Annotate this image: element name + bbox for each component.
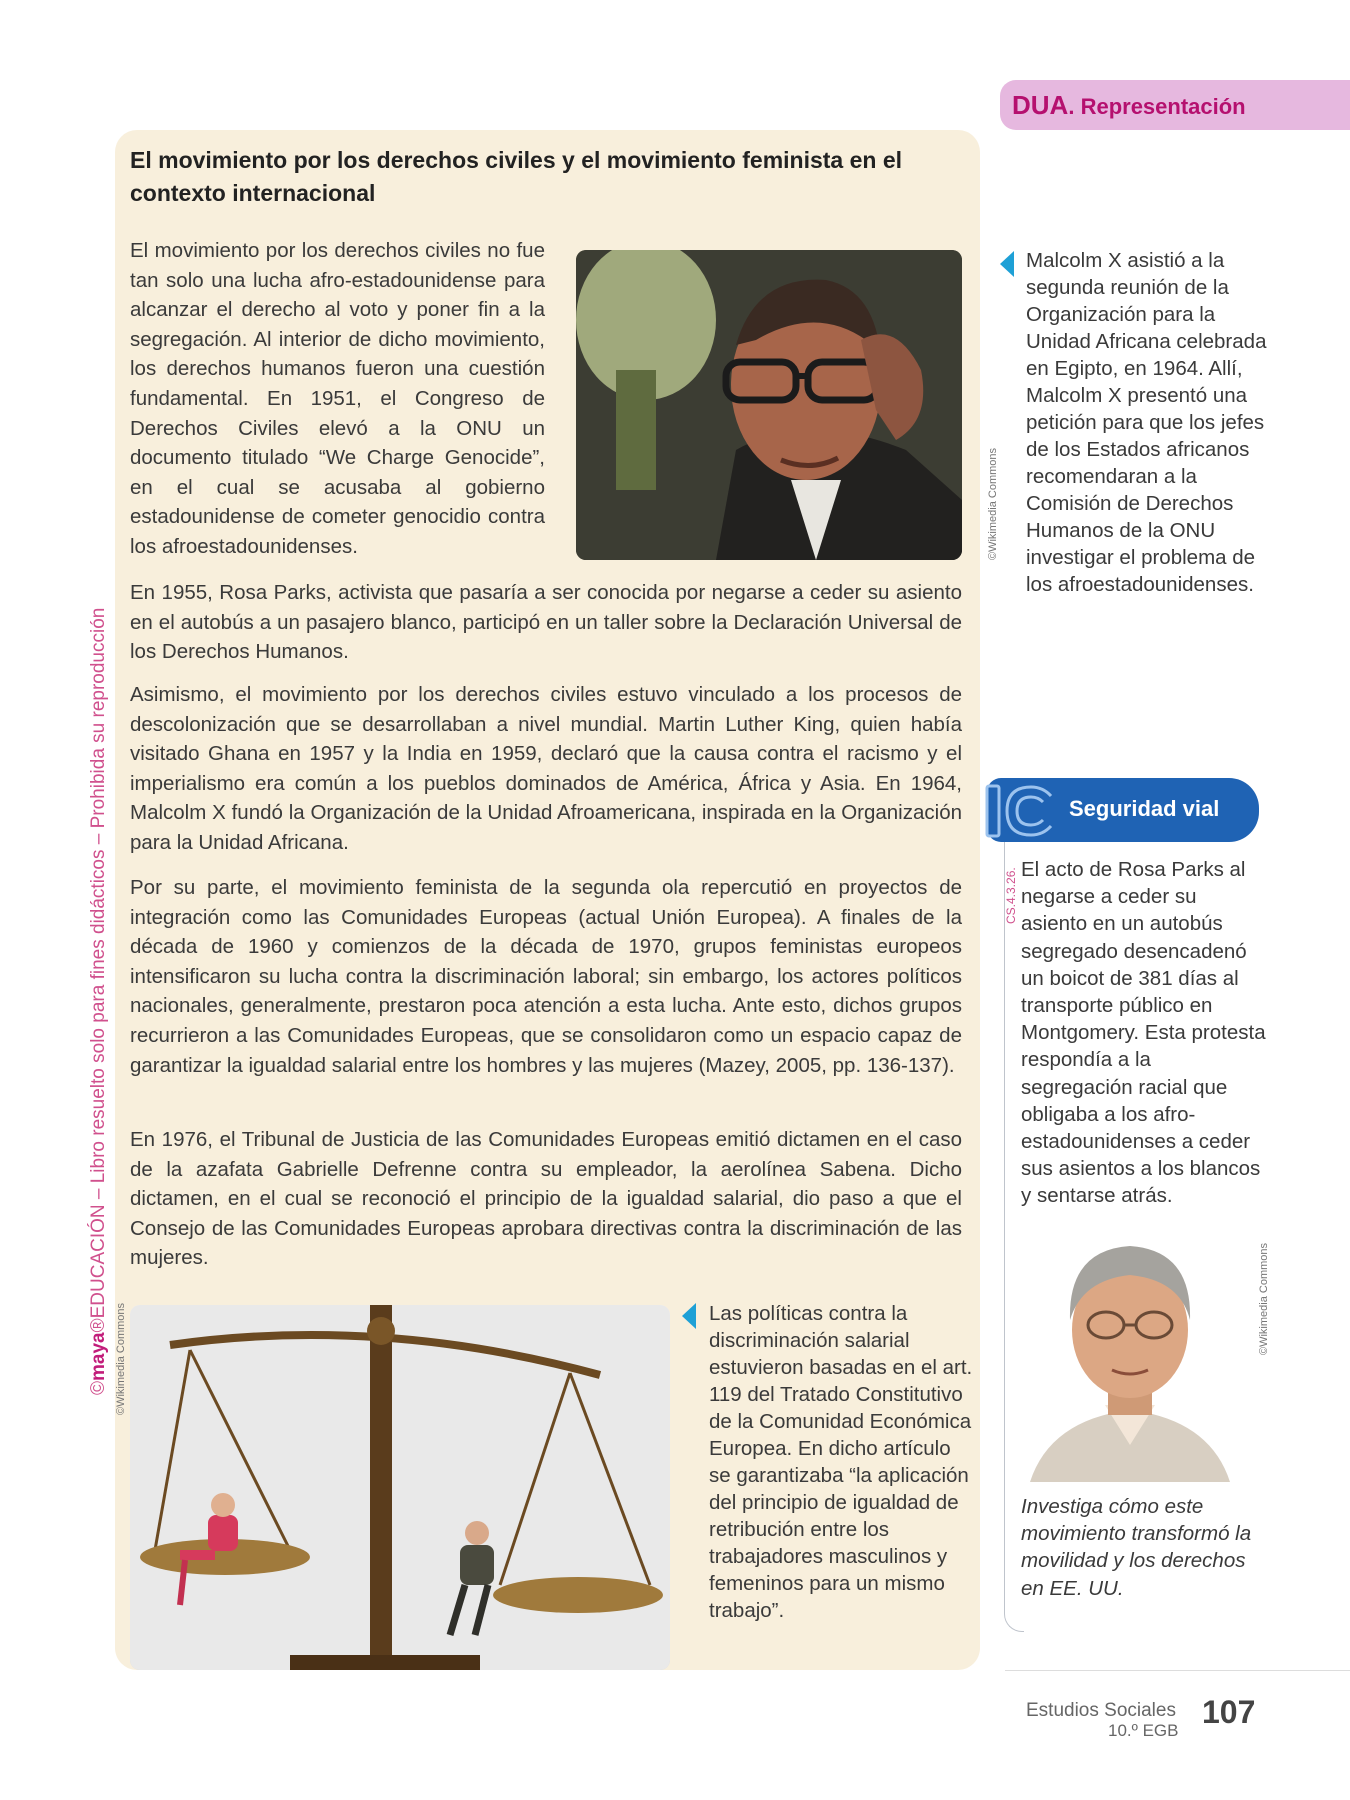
rosa-parks-portrait [1010, 1220, 1250, 1482]
svg-text:IC: IC [985, 784, 986, 785]
scales-caption: Las políticas contra la discriminación salarial estuvieron basadas en el art. 119 del Tratado Constitutivo de la Comunidad Económica Europea. En dicho artículo se garantizaba “la aplicación del principio de igualdad de retribución entre los trabajadores masculinos y femeninos para un mismo trabajo”. [709, 1302, 973, 1622]
photo-credit-rosa-parks: ©Wikimedia Commons [1258, 1242, 1270, 1355]
curriculum-code: CS.4.3.26. [1004, 867, 1018, 924]
paragraph-4: Por su parte, el movimiento feminista de la segunda ola repercutió en proyectos de integración como las Comunidades Europeas (actual Unión Europea). A finales de la década de 1960 y comienzos de la década de 1970, grupos feministas europeos intensificaron su lucha contra la discriminación laboral; sin embargo, los actores políticos nacionales, generalmente, prestaron poca atención a esta lucha. Ante esto, dichos grupos recurrieron a las Comunidades Europeas, que se consolidaron como un espacio capaz de garantizar la igualdad salarial entre los hombres y las mujeres (Mazey, 2005, pp. 136-137). [130, 876, 962, 1077]
malcolm-caption: Malcolm X asistió a la segunda reunión de la Organización para la Unidad Africana celebrada en Egipto, en 1964. Allí, Malcolm X presentó una petición para que los jefes de los Estados africanos recomendaran a la Comisión de Derechos Humanos de la ONU investigar el problema de los afroestadounidenses. [1026, 249, 1267, 596]
paragraph-3: Asimismo, el movimiento por los derechos civiles estuvo vinculado a los procesos de descolonización que se desarrollaban a nivel mundial. Martin Luther King, quien había visitado Ghana en 1957 y la India en 1959, declaró que la causa contra el racismo y el imperialismo era común a los pueblos dominados de América, África y Asia. En 1964, Malcolm X fundó la Organización de la Unidad Afroamericana, inspirada en la Organización para la Unidad Africana. [130, 683, 962, 854]
section-title: El movimiento por los derechos civiles y el movimiento feminista en el contexto internacional [130, 147, 903, 206]
photo-credit-scales: ©Wikimedia Commons [115, 1302, 127, 1415]
footer-subject: Estudios Sociales [1026, 1700, 1176, 1721]
maya-logo: maya [88, 1332, 109, 1381]
paragraph-2: En 1955, Rosa Parks, activista que pasaría a ser conocida por negarse a ceder su asiento en el autobús a un pasajero blanco, participó en un taller sobre la Declaración Universal de los Derechos Humanos. [130, 581, 962, 664]
malcolm-x-illustration [576, 250, 962, 560]
paragraph-5: En 1976, el Tribunal de Justicia de las Comunidades Europeas emitió dictamen en el caso de la azafata Gabrielle Defrenne contra su empleador, la aerolínea Sabena. Dicho dictamen, en el cual se reconoció el principio de la igualdad salarial, dio paso a que el Consejo de las Comunidades Europeas aprobara directivas contra la discriminación de las mujeres. [130, 1128, 962, 1270]
seguridad-vial-text: El acto de Rosa Parks al negarse a ceder su asiento en un autobús segregado desencadenó un boicot de 381 días al transporte público en Montgomery. Esta protesta respondía a la segregación racial que obligaba a los afro-estadounidenses a ceder sus asientos a los blancos y sentarse atrás. [1021, 858, 1266, 1208]
dua-representacion-tab [1000, 80, 1350, 130]
footer-divider [1005, 1670, 1350, 1671]
malcolm-x-photo [576, 250, 962, 560]
dua-label: DUA [1012, 90, 1069, 120]
seguridad-vial-title: Seguridad vial [1069, 796, 1220, 821]
seguridad-vial-question: Investiga cómo este movimiento transformó la movilidad y los derechos en EE. UU. [1021, 1495, 1252, 1600]
rosa-parks-illustration [1010, 1220, 1250, 1482]
caption-pointer-icon [1000, 251, 1014, 277]
copyright-text: EDUCACIÓN – Libro resuelto solo para fines didácticos – Prohibida su reproducción [88, 607, 109, 1319]
balance-scale-photo [130, 1305, 670, 1670]
balance-scale-illustration [130, 1305, 670, 1670]
photo-credit-malcolm: ©Wikimedia Commons [987, 447, 999, 560]
ic-logo-icon [985, 784, 1057, 838]
caption-pointer-icon [682, 1303, 696, 1329]
side-copyright [88, 608, 110, 1395]
footer-grade: 10.º EGB [1108, 1721, 1179, 1740]
page-number: 107 [1202, 1694, 1256, 1730]
registered-mark: ® [88, 1318, 109, 1333]
copyright-symbol: © [88, 1381, 109, 1395]
paragraph-1: El movimiento por los derechos civiles no fue tan solo una lucha afro-estadounidense para alcanzar el derecho al voto y poner fin a la segregación. Al interior de dicho movimiento, los derechos humanos fueron una cuestión fundamental. En 1951, el Congreso de Derechos Civiles elevó a la ONU un documento titulado “We Charge Genocide”, en el cual se acusaba al gobierno estadounidense de cometer genocidio contra los afroestadounidenses. [130, 239, 545, 558]
dua-representacion-label: . Representación [1068, 94, 1246, 119]
